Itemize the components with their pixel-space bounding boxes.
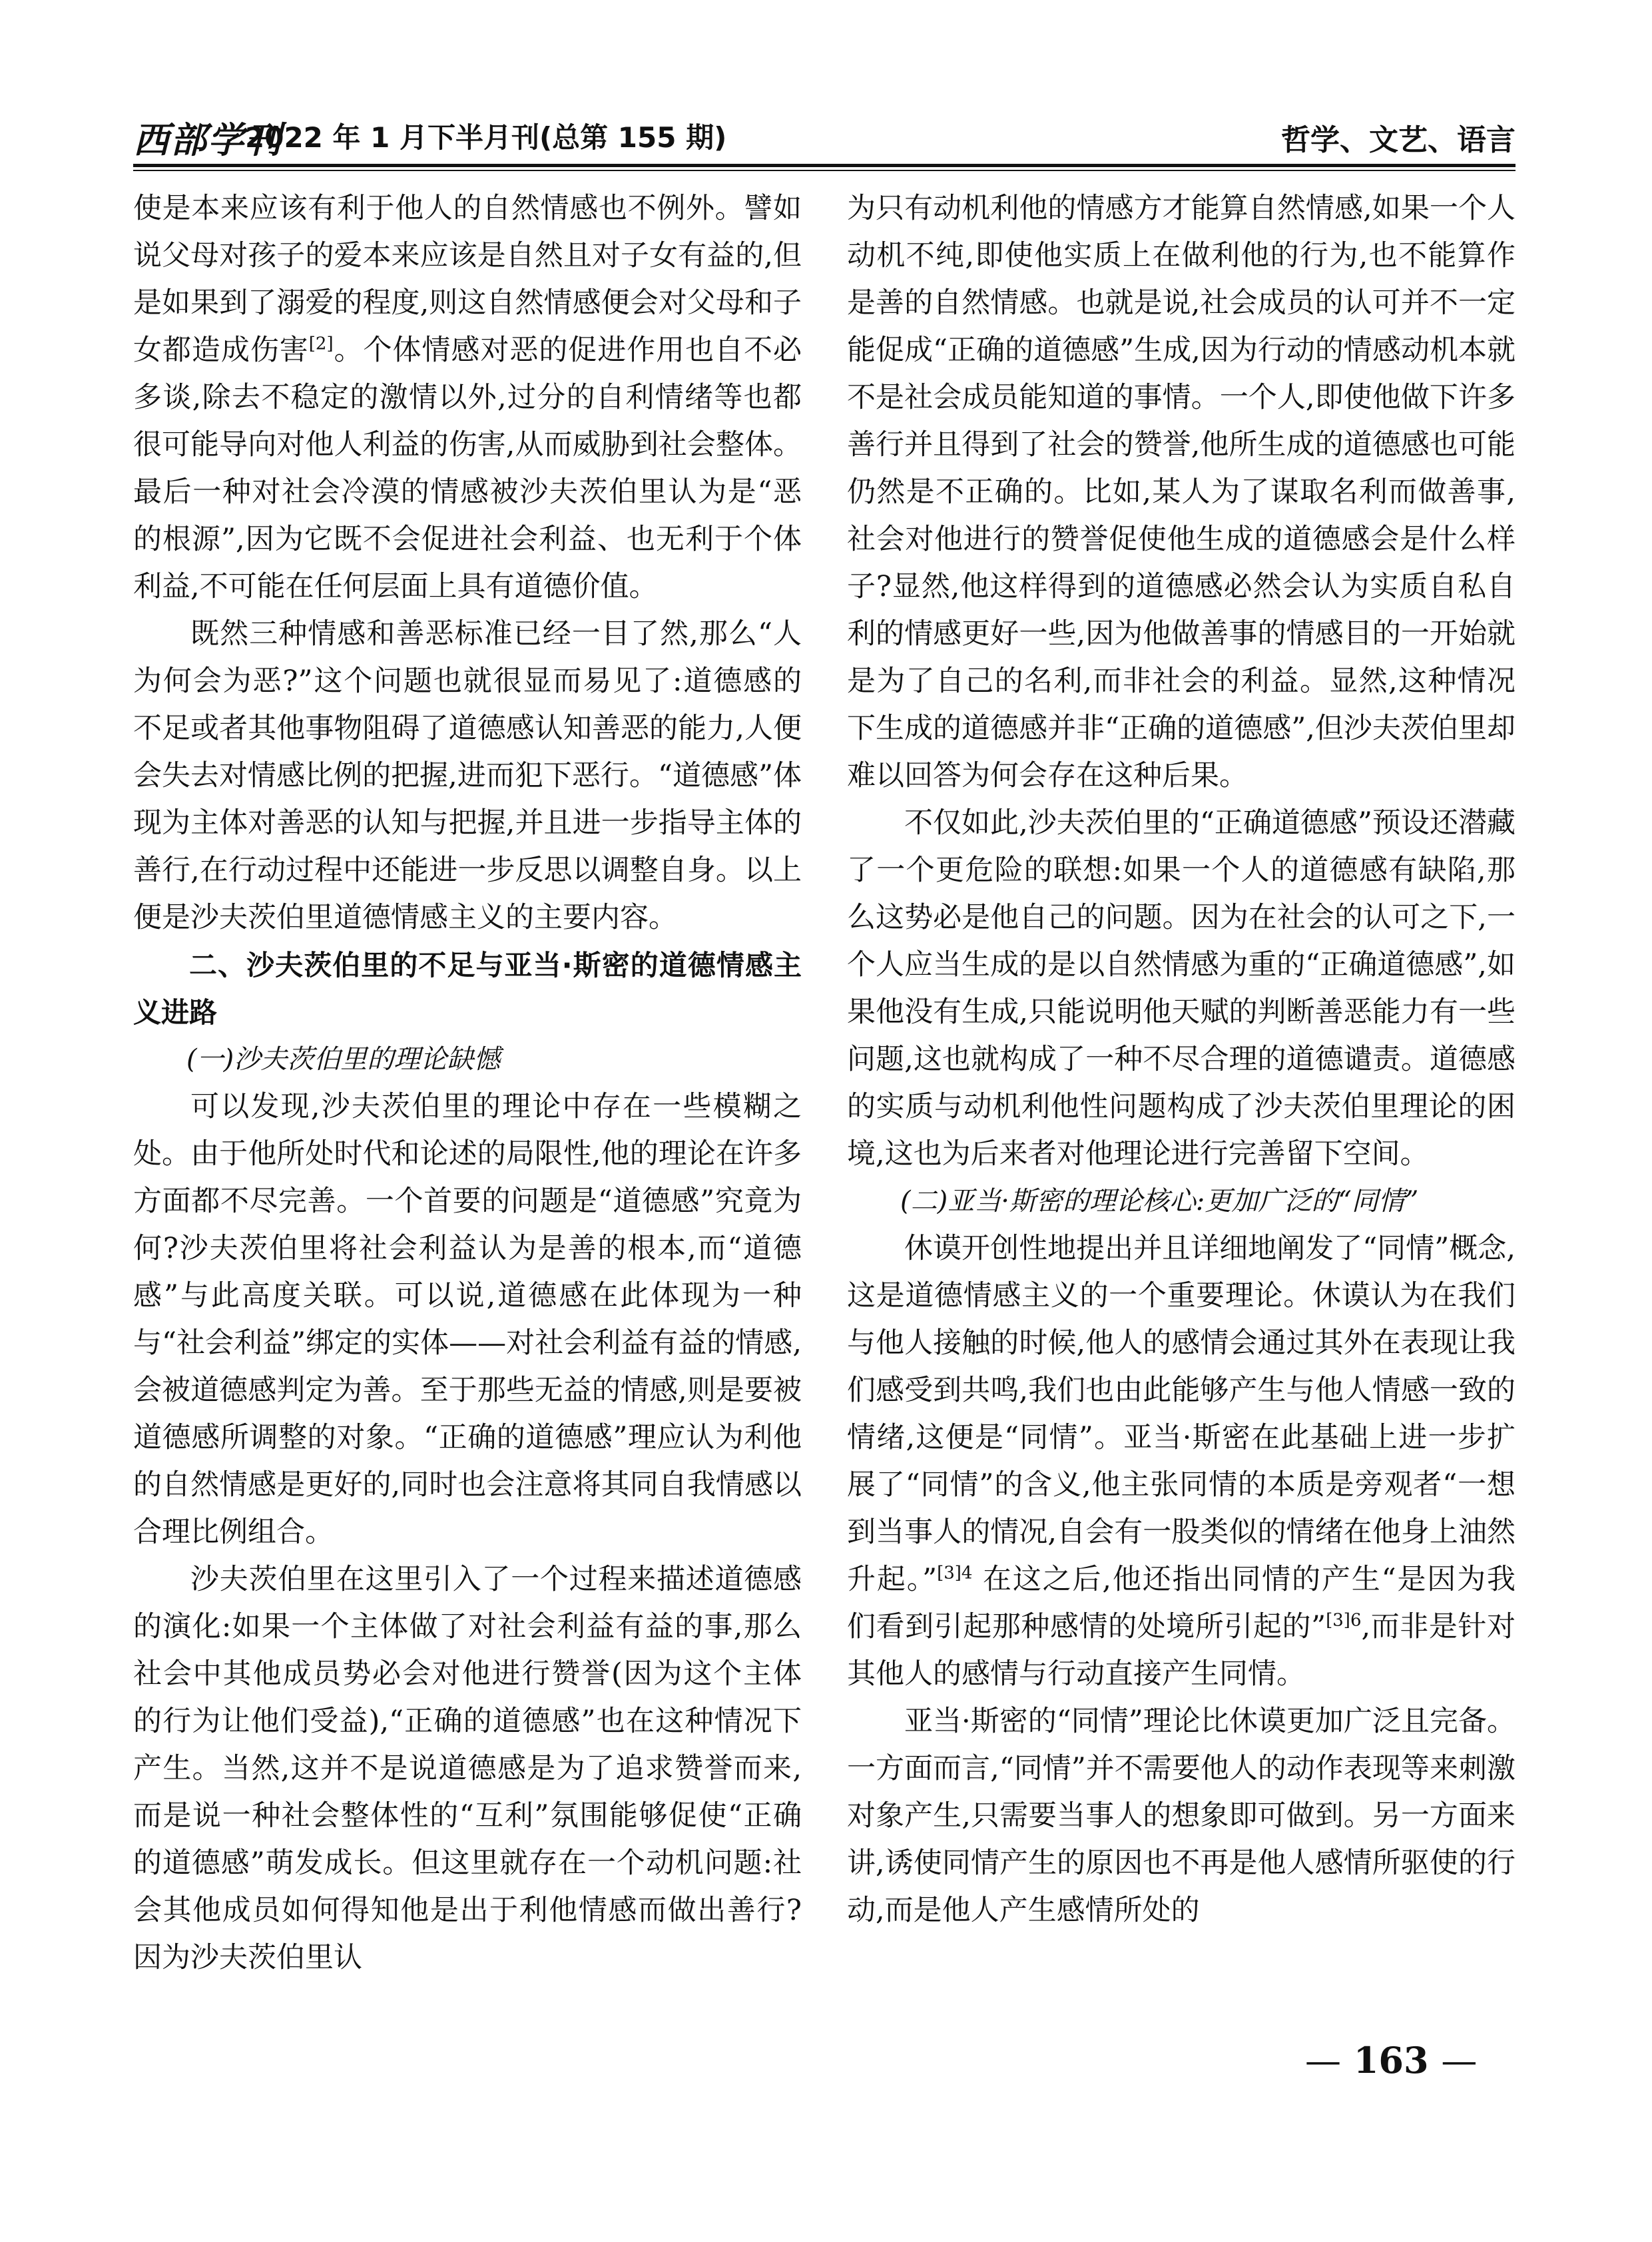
section-heading: 二、沙夫茨伯里的不足与亚当·斯密的道德情感主义进路 [133,949,802,1029]
citation: [3]6 [1326,1610,1362,1631]
dash-left: — [1305,2040,1341,2082]
left-column [133,185,802,2036]
subsection-heading: (一)沙夫茨伯里的理论缺憾 [186,1044,501,1075]
issue-info: 2022 年 1 月下半月刊(总第 155 期) [245,121,727,154]
text: 使是本来应该有利于他人的自然情感也不例外。譬如说父母对孩子的爱本来应该是自然且对子女有益的,但是如果到了溺爱的程度,则这自然情感便会对父母和子女都造成伤害 [133,192,802,367]
page-number [1305,2039,1477,2082]
paragraph [847,1225,1515,1698]
text: 在这之后,他还指出同情的产生“是因为我们看到引起那种感情的处境所引起的” [847,1563,1515,1643]
text: 。个体情感对恶的促进作用也自不必多谈,除去不稳定的激情以外,过分的自利情绪等也都很可能导向对他人利益的伤害,从而威胁到社会整体。最后一种对社会冷漠的情感被沙夫茨伯里认为是“恶的根源”,因为它既不会促进社会利益、也无利于个体利益,不可能在任何层面上具有道德价值。 [133,334,802,603]
page-number-value: 163 [1353,2039,1429,2082]
citation: [2] [308,334,334,354]
section-title: 哲学、文艺、语言 [1281,123,1515,157]
paragraph: 既然三种情感和善恶标准已经一目了然,那么“人为何会为恶?”这个问题也就很显而易见了:道德感的不足或者其他事物阻碍了道德感认知善恶的能力,人便会失去对情感比例的把握,进而犯下恶行。“道德感”体现为主体对善恶的认知与把握,并且进一步指导主体的善行,在行动过程中还能进一步反思以调整自身。以上便是沙夫茨伯里道德情感主义的主要内容。 [133,617,802,934]
paragraph: 为只有动机利他的情感方才能算自然情感,如果一个人动机不纯,即使他实质上在做利他的行为,也不能算作是善的自然情感。也就是说,社会成员的认可并不一定能促成“正确的道德感”生成,因为行动的情感动机本就不是社会成员能知道的事情。一个人,即使他做下许多善行并且得到了社会的赞誉,他所生成的道德感也可能仍然是不正确的。比如,某人为了谋取名利而做善事,社会对他进行的赞誉促使他生成的道德感会是什么样子?显然,他这样得到的道德感必然会认为实质自私自利的情感更好一些,因为他做善事的情感目的一开始就是为了自己的名利,而非社会的利益。显然,这种情况下生成的道德感并非“正确的道德感”,但沙夫茨伯里却难以回答为何会存在这种后果。 [847,192,1515,792]
paragraph: 可以发现,沙夫茨伯里的理论中存在一些模糊之处。由于他所处时代和论述的局限性,他的理论在许多方面都不尽完善。一个首要的问题是“道德感”究竟为何?沙夫茨伯里将社会利益认为是善的根本,而“道德感”与此高度关联。可以说,道德感在此体现为一种与“社会利益”绑定的实体——对社会利益有益的情感,会被道德感判定为善。至于那些无益的情感,则是要被道德感所调整的对象。“正确的道德感”理应认为利他的自然情感是更好的,同时也会注意将其同自我情感以合理比例组合。 [133,1090,802,1549]
text: ,而非是针对其他人的感情与行动直接产生同情。 [847,1610,1515,1691]
paragraph: 亚当·斯密的“同情”理论比休谟更加广泛且完备。一方面而言,“同情”并不需要他人的动作表现等来刺激对象产生,只需要当事人的想象即可做到。另一方面来讲,诱使同情产生的原因也不再是他人感情所驱使的行动,而是他人产生感情所处的 [847,1705,1515,1927]
subsection-heading: (二)亚当·斯密的理论核心:更加广泛的“同情” [900,1186,1419,1217]
citation: [3]4 [937,1563,973,1583]
paragraph: 沙夫茨伯里在这里引入了一个过程来描述道德感的演化:如果一个主体做了对社会利益有益的事,那么社会中其他成员势必会对他进行赞誉(因为这个主体的行为让他们受益),“正确的道德感”也在这种情况下产生。当然,这并不是说道德感是为了追求赞誉而来,而是说一种社会整体性的“互利”氛围能够促使“正确的道德感”萌发成长。但这里就存在一个动机问题:社会其他成员如何得知他是出于利他情感而做出善行?因为沙夫茨伯里认 [133,1563,802,1974]
header-rule-thick [133,164,1515,167]
header-rule-thin [133,170,1515,171]
right-column [847,185,1515,2036]
journal-name: 西部学刊 [133,119,282,161]
page-header [133,107,1515,160]
dash-right: — [1441,2040,1478,2082]
text: 休谟开创性地提出并且详细地阐发了“同情”概念,这是道德情感主义的一个重要理论。休谟认为在我们与他人接触的时候,他人的感情会通过其外在表现让我们感受到共鸣,我们也由此能够产生与他人情感一致的情绪,这便是“同情”。亚当·斯密在此基础上进一步扩展了“同情”的含义,他主张同情的本质是旁观者“一想到当事人的情况,自会有一股类似的情绪在他身上油然升起。” [847,1232,1515,1596]
paragraph: 不仅如此,沙夫茨伯里的“正确道德感”预设还潜藏了一个更危险的联想:如果一个人的道德感有缺陷,那么这势必是他自己的问题。因为在社会的认可之下,一个人应当生成的是以自然情感为重的“正确道德感”,如果他没有生成,只能说明他天赋的判断善恶能力有一些问题,这也就构成了一种不尽合理的道德谴责。道德感的实质与动机利他性问题构成了沙夫茨伯里理论的困境,这也为后来者对他理论进行完善留下空间。 [847,806,1515,1171]
paragraph [133,185,802,611]
